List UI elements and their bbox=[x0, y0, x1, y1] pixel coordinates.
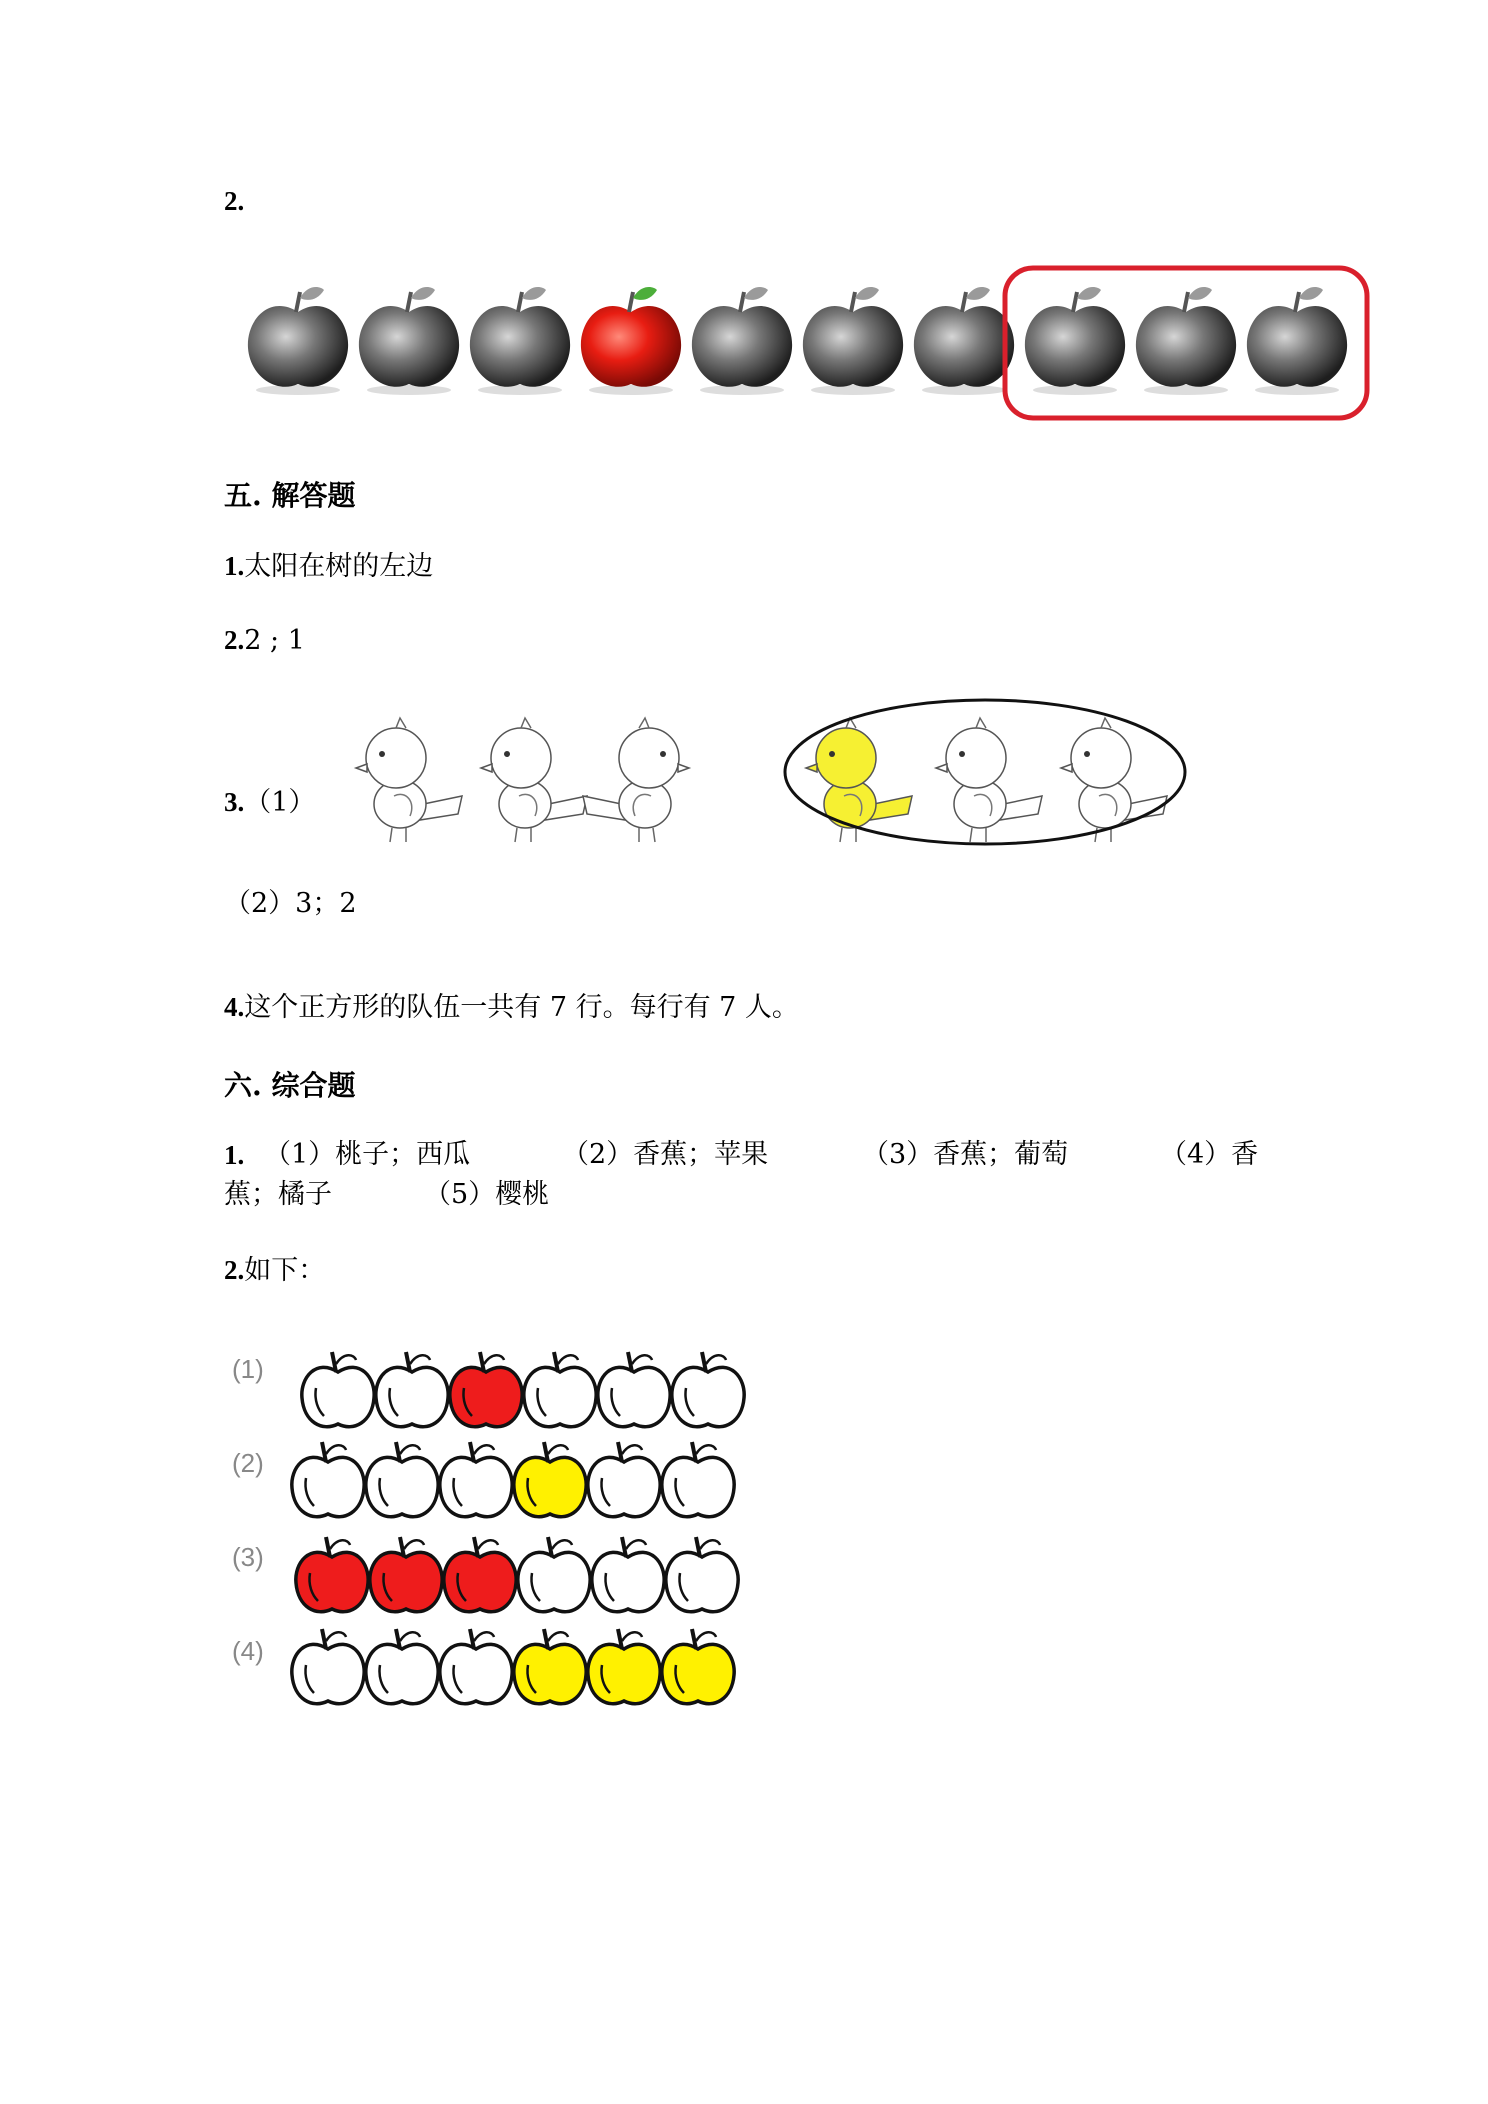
white-apple-outline-icon bbox=[598, 1352, 670, 1427]
apple-row-label: (4) bbox=[232, 1636, 264, 1666]
bird-row-figure bbox=[330, 690, 1210, 850]
s5-q2 bbox=[224, 623, 305, 658]
white-apple-outline-icon bbox=[302, 1352, 374, 1427]
white-apple-outline-icon bbox=[440, 1442, 512, 1517]
gray-apple-icon bbox=[914, 287, 1014, 395]
s6-q1-line1 bbox=[224, 1138, 244, 1173]
white-apple-outline-icon bbox=[292, 1629, 364, 1704]
white-apple-outline-icon bbox=[662, 1442, 734, 1517]
s5-q3-number: 3. bbox=[224, 787, 245, 817]
yellow-apple-outline-icon bbox=[662, 1629, 734, 1704]
gray-apple-icon bbox=[1136, 287, 1236, 395]
gray-apple-icon bbox=[248, 287, 348, 395]
s6-q1-answer-3: （3）香蕉；葡萄 bbox=[862, 1139, 1069, 1170]
white-apple-outline-icon bbox=[672, 1352, 744, 1427]
bird-icon bbox=[481, 718, 587, 842]
red-apple-outline-icon bbox=[296, 1537, 368, 1612]
apple-row-4 bbox=[290, 1619, 750, 1714]
section6-heading: 六. 综合题 bbox=[224, 1069, 356, 1102]
red-apple-outline-icon bbox=[450, 1352, 522, 1427]
white-apple-outline-icon bbox=[524, 1352, 596, 1427]
apple-row-figure bbox=[240, 260, 1380, 430]
s5-q3 bbox=[224, 785, 315, 820]
apple-row-label: (1) bbox=[232, 1354, 264, 1384]
yellow-apple-outline-icon bbox=[514, 1442, 586, 1517]
white-apple-outline-icon bbox=[366, 1629, 438, 1704]
apple-row-label: (3) bbox=[232, 1542, 264, 1572]
white-apple-outline-icon bbox=[666, 1537, 738, 1612]
s6-q2-text: 如下： bbox=[244, 1255, 326, 1286]
red-apple-outline-icon bbox=[370, 1537, 442, 1612]
s6-q1-number: 1. bbox=[224, 1140, 245, 1170]
gray-apple-icon bbox=[1025, 287, 1125, 395]
bird-icon bbox=[583, 718, 689, 842]
section5-heading: 五. 解答题 bbox=[224, 479, 356, 512]
s5-q4-number: 4. bbox=[224, 992, 245, 1022]
s5-q1-text: 太阳在树的左边 bbox=[244, 551, 434, 582]
red-apple-outline-icon bbox=[444, 1537, 516, 1612]
white-apple-outline-icon bbox=[376, 1352, 448, 1427]
gray-apple-icon bbox=[1247, 287, 1347, 395]
s6-q2 bbox=[224, 1253, 325, 1288]
apple-row-2 bbox=[290, 1432, 750, 1527]
white-apple-outline-icon bbox=[440, 1629, 512, 1704]
gray-apple-icon bbox=[692, 287, 792, 395]
red-apple-icon bbox=[581, 287, 681, 395]
s5-q2-text: 2 ; 1 bbox=[244, 625, 305, 656]
s5-q1-number: 1. bbox=[224, 551, 245, 581]
apple-row-1 bbox=[300, 1342, 760, 1437]
s6-q1-answer-1: （1）桃子；西瓜 bbox=[264, 1139, 471, 1170]
bird-icon bbox=[936, 718, 1042, 842]
s5-q3-part1-label: （1） bbox=[244, 787, 316, 818]
s6-q1-answer-4: （4）香 bbox=[1160, 1139, 1259, 1170]
bird-icon bbox=[356, 718, 462, 842]
white-apple-outline-icon bbox=[592, 1537, 664, 1612]
s5-q3-part2: （2）3；2 bbox=[224, 888, 357, 919]
s5-q2-number: 2. bbox=[224, 625, 245, 655]
s6-q1-answer-4-cont: 蕉；橘子 bbox=[224, 1179, 332, 1210]
gray-apple-icon bbox=[470, 287, 570, 395]
s5-q1 bbox=[224, 549, 433, 584]
white-apple-outline-icon bbox=[366, 1442, 438, 1517]
yellow-bird-icon bbox=[806, 718, 912, 842]
white-apple-outline-icon bbox=[588, 1442, 660, 1517]
s5-q4 bbox=[224, 990, 799, 1025]
yellow-apple-outline-icon bbox=[588, 1629, 660, 1704]
white-apple-outline-icon bbox=[518, 1537, 590, 1612]
s6-q1-answer-2: （2）香蕉；苹果 bbox=[562, 1139, 769, 1170]
gray-apple-icon bbox=[359, 287, 459, 395]
yellow-apple-outline-icon bbox=[514, 1629, 586, 1704]
white-apple-outline-icon bbox=[292, 1442, 364, 1517]
apple-row-3 bbox=[294, 1527, 754, 1622]
q2-number: 2. bbox=[224, 186, 245, 216]
s6-q2-number: 2. bbox=[224, 1255, 245, 1285]
s5-q4-text: 这个正方形的队伍一共有 7 行。每行有 7 人。 bbox=[244, 992, 799, 1023]
bird-icon bbox=[1061, 718, 1167, 842]
gray-apple-icon bbox=[803, 287, 903, 395]
apple-row-label: (2) bbox=[232, 1448, 264, 1478]
s6-q1-answer-5: （5）樱桃 bbox=[424, 1179, 550, 1210]
